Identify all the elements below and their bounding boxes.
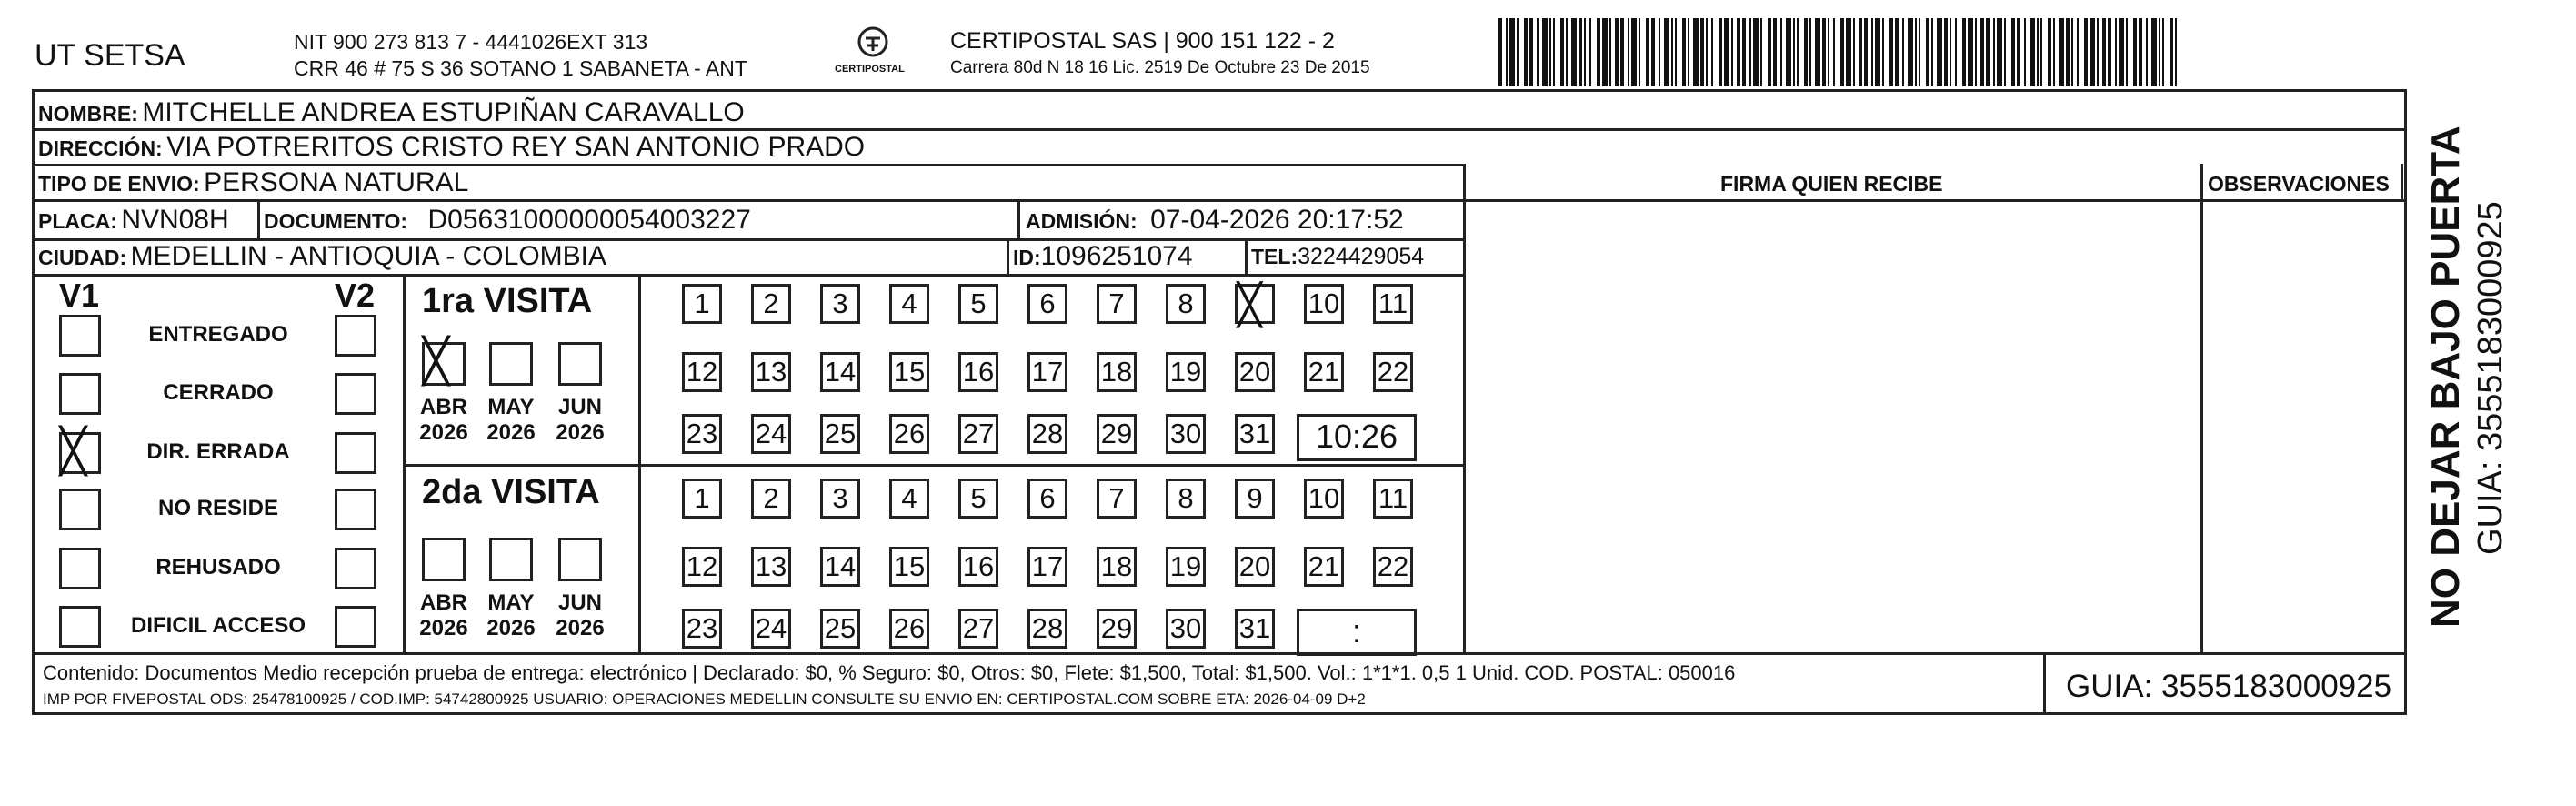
id-label: ID: [1013,246,1041,269]
visit2-day-box[interactable]: 2 [751,479,791,519]
status-label: DIFICIL ACCESO [130,613,306,638]
content-description: Contenido: Documentos Medio recepción prueba de entrega: electrónico | Declarado: $0, % Seguro: $0, Otros: $0, Flete: $1,500, Total: $1,500. Vol.: 1*1*1. 0,5 1 Unid. COD. POSTAL: 050016 [43,661,1736,684]
v2-checkbox-1[interactable] [335,373,376,415]
visit2-day-box[interactable]: 3 [820,479,860,519]
type-label: TIPO DE ENVIO: [38,172,200,196]
barcode [1498,18,2179,86]
city-value: MEDELLIN - ANTIOQUIA - COLOMBIA [130,241,606,271]
visit2-day-box[interactable]: 23 [682,609,722,649]
v1-checkbox-5[interactable] [59,606,101,648]
visit2-day-box[interactable]: 11 [1373,479,1413,519]
visit2-month-checkbox[interactable] [558,538,602,581]
visit1-day-box[interactable]: 30 [1166,414,1206,454]
shipment-type: PERSONA NATURAL [204,167,469,197]
v2-checkbox-2[interactable] [335,432,376,474]
visit1-day-box[interactable]: 2 [751,284,791,324]
admission-value: 07-04-2026 20:17:52 [1150,205,1404,235]
visit1-day-box[interactable]: 19 [1166,352,1206,392]
visit1-day-box[interactable]: 11 [1373,284,1413,324]
visit2-day-box[interactable]: 16 [958,547,998,587]
visit2-month-label: MAY [487,590,535,615]
observations-area[interactable] [2203,202,2400,651]
v1-checkbox-2[interactable] [59,428,101,476]
visit1-time-box[interactable]: 10:26 [1297,414,1417,461]
visit1-day-box[interactable]: 1 [682,284,722,324]
visit1-day-box[interactable]: 4 [889,284,929,324]
visit2-month-checkbox[interactable] [489,538,533,581]
sender-address: CRR 46 # 75 S 36 SOTANO 1 SABANETA - ANT [294,56,747,80]
visit2-day-box[interactable]: 25 [820,609,860,649]
document-label: DOCUMENTO: [264,209,408,233]
check-mark-icon: ╳ [423,338,449,386]
id-value: 1096251074 [1040,241,1193,271]
tel-label: TEL: [1251,245,1298,268]
visit2-day-box[interactable]: 20 [1235,547,1275,587]
visit2-day-box[interactable]: 28 [1027,609,1067,649]
v1-checkbox-0[interactable] [59,315,101,357]
signature-header: FIRMA QUIEN RECIBE [1720,172,1943,196]
status-label: DIR. ERRADA [146,439,290,464]
observations-header: OBSERVACIONES [2208,172,2390,196]
no-dejar-bajo-puerta: NO DEJAR BAJO PUERTA [2423,126,2468,628]
visit2-day-box[interactable]: 27 [958,609,998,649]
footer-guia: GUIA: 3555183000925 [2066,669,2392,704]
visit2-year-label: 2026 [556,616,605,640]
visit1-day-box[interactable]: 8 [1166,284,1206,324]
recipient-name: MITCHELLE ANDREA ESTUPIÑAN CARAVALLO [142,97,745,127]
city-label: CIUDAD: [38,246,127,269]
address-label: DIRECCIÓN: [38,136,163,160]
visit1-month-label: MAY [487,395,535,419]
visit2-day-box[interactable]: 17 [1027,547,1067,587]
v1-checkbox-4[interactable] [59,548,101,589]
recipient-address: VIA POTRERITOS CRISTO REY SAN ANTONIO PRADO [166,132,866,162]
plate-value: NVN08H [121,205,229,235]
visit1-month-checkbox[interactable] [489,342,533,386]
visit1-day-box[interactable] [1235,283,1275,327]
visit1-year-label: 2026 [419,420,468,445]
visit1-day-box[interactable]: 28 [1027,414,1067,454]
visit1-day-box[interactable]: 6 [1027,284,1067,324]
v1-checkbox-1[interactable] [59,373,101,415]
visit2-day-box[interactable]: 29 [1097,609,1137,649]
visit1-month-checkbox[interactable] [558,342,602,386]
v2-checkbox-4[interactable] [335,548,376,589]
tel-value: 3224429054 [1298,244,1425,269]
visit1-day-box[interactable]: 31 [1235,414,1275,454]
status-label: NO RESIDE [157,496,279,520]
visit2-title: 2da VISITA [422,473,600,511]
plate-label: PLACA: [38,209,117,233]
certipostal-logo-icon [855,25,891,62]
v2-checkbox-0[interactable] [335,315,376,357]
status-label: CERRADO [163,380,274,405]
visit1-day-box[interactable]: 17 [1027,352,1067,392]
visit1-month-label: JUN [557,395,602,419]
visit1-day-box[interactable]: 24 [751,414,791,454]
visit2-day-box[interactable]: 21 [1304,547,1344,587]
visit1-day-box[interactable]: 7 [1097,284,1137,324]
print-info: IMP POR FIVEPOSTAL ODS: 25478100925 / COD.IMP: 54742800925 USUARIO: OPERACIONES MEDELLIN CONSULTE SU ENVIO EN: CERTIPOSTAL.COM SOBRE ETA: 2026-04-09 D+2 [43,690,1366,708]
name-label: NOMBRE: [38,102,138,126]
visit2-day-box[interactable]: 31 [1235,609,1275,649]
visit1-day-box[interactable]: 20 [1235,352,1275,392]
visit2-day-box[interactable]: 12 [682,547,722,587]
visit1-day-box[interactable]: 18 [1097,352,1137,392]
admission-label: ADMISIÓN: [1026,209,1138,233]
courier-license: Carrera 80d N 18 16 Lic. 2519 De Octubre 23 De 2015 [950,58,1370,77]
visit2-day-box[interactable]: 1 [682,479,722,519]
visit2-day-box[interactable]: 4 [889,479,929,519]
visit2-day-box[interactable]: 13 [751,547,791,587]
visit1-day-box[interactable]: 26 [889,414,929,454]
sender-nit: NIT 900 273 813 7 - 4441026EXT 313 [294,30,648,54]
visit2-day-box[interactable]: 14 [820,547,860,587]
visit1-month-label: ABR [420,395,467,419]
v2-header: V2 [335,277,376,314]
v2-checkbox-5[interactable] [335,606,376,648]
status-label: ENTREGADO [148,322,288,347]
visit1-day-box[interactable]: 14 [820,352,860,392]
check-mark-icon: ╳ [1238,283,1262,327]
visit2-year-label: 2026 [486,616,536,640]
visit2-time-box[interactable]: : [1297,609,1417,656]
visit2-day-box[interactable]: 6 [1027,479,1067,519]
visit1-title: 1ra VISITA [422,282,593,320]
v1-header: V1 [59,277,100,314]
visit1-day-box[interactable]: 29 [1097,414,1137,454]
visit2-day-box[interactable]: 26 [889,609,929,649]
visit1-day-box[interactable]: 12 [682,352,722,392]
visit1-day-box[interactable]: 25 [820,414,860,454]
visit2-day-box[interactable]: 22 [1373,547,1413,587]
visit1-day-box[interactable]: 27 [958,414,998,454]
visit2-day-box[interactable]: 7 [1097,479,1137,519]
visit1-day-box[interactable]: 21 [1304,352,1344,392]
visit2-day-box[interactable]: 19 [1166,547,1206,587]
visit1-day-box[interactable]: 16 [958,352,998,392]
visit2-day-box[interactable]: 30 [1166,609,1206,649]
visit2-day-box[interactable]: 5 [958,479,998,519]
visit1-day-box[interactable]: 3 [820,284,860,324]
signature-area[interactable] [1466,202,2199,651]
visit2-day-box[interactable]: 9 [1235,479,1275,519]
visit1-day-box[interactable]: 23 [682,414,722,454]
visit2-day-box[interactable]: 8 [1166,479,1206,519]
check-mark-icon: ╳ [60,428,86,476]
logo-text: CERTIPOSTAL [835,64,905,75]
v2-checkbox-3[interactable] [335,489,376,530]
visit1-day-box[interactable]: 15 [889,352,929,392]
visit1-year-label: 2026 [486,420,536,445]
visit2-year-label: 2026 [419,616,468,640]
visit2-day-box[interactable]: 10 [1304,479,1344,519]
v1-checkbox-3[interactable] [59,489,101,530]
side-guia: GUIA: 3555183000925 [2471,201,2510,555]
status-label: REHUSADO [155,555,281,579]
sender-name: UT SETSA [35,38,185,73]
visit2-month-checkbox[interactable] [422,538,466,581]
visit2-month-label: JUN [557,590,602,615]
visit2-day-box[interactable]: 15 [889,547,929,587]
visit2-day-box[interactable]: 24 [751,609,791,649]
visit1-day-box[interactable]: 13 [751,352,791,392]
visit1-month-checkbox[interactable] [422,338,466,386]
document-value: D05631000000054003227 [427,205,751,235]
visit1-day-box[interactable]: 10 [1304,284,1344,324]
visit2-day-box[interactable]: 18 [1097,547,1137,587]
courier-company: CERTIPOSTAL SAS | 900 151 122 - 2 [950,28,1335,54]
visit1-day-box[interactable]: 5 [958,284,998,324]
visit1-year-label: 2026 [556,420,605,445]
visit1-day-box[interactable]: 22 [1373,352,1413,392]
visit2-month-label: ABR [420,590,467,615]
